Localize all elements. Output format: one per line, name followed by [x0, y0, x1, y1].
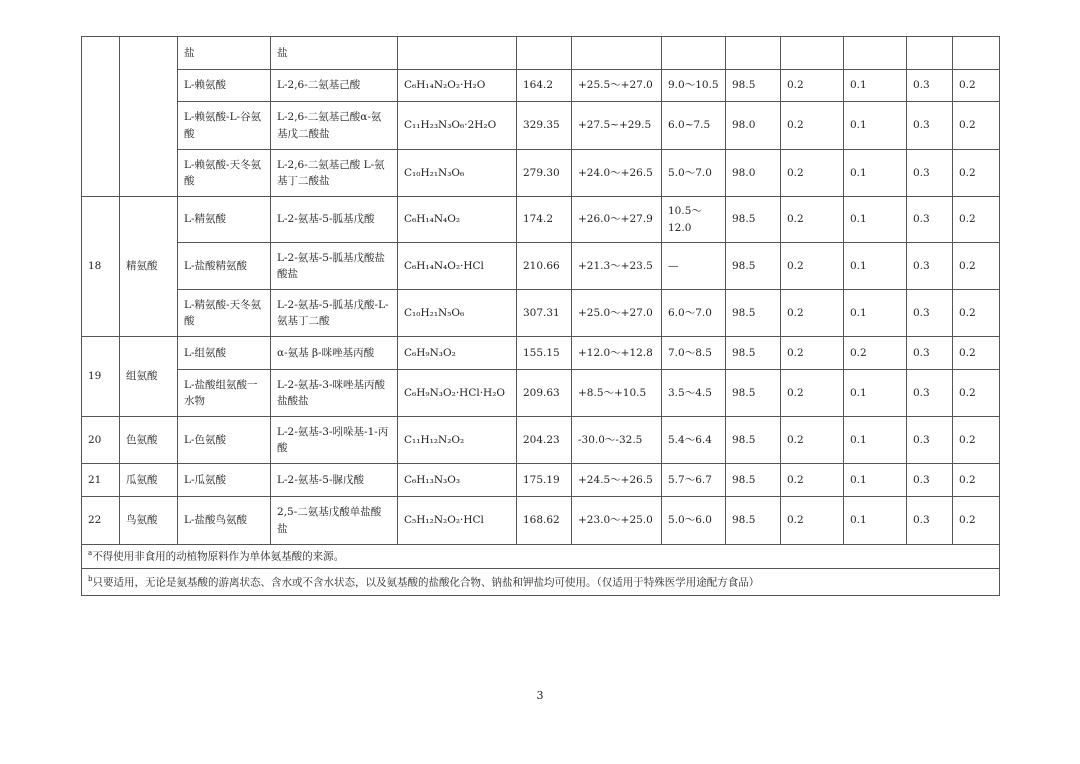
- content-cell: 98.5: [726, 417, 781, 464]
- compound-cell: L-赖氨酸-天冬氨酸: [178, 150, 271, 197]
- formula-cell: C₆H₉N₃O₂: [398, 337, 517, 370]
- compound-cell: L-精氨酸: [178, 197, 271, 243]
- footnote-row: [82, 545, 1000, 569]
- value-cell: 0.1: [844, 370, 907, 417]
- value-cell: 0.2: [953, 150, 1000, 197]
- rotation-cell: +27.5~+29.5: [572, 102, 662, 150]
- table-row: [82, 370, 1000, 417]
- value-cell: 0.2: [953, 290, 1000, 337]
- value-cell: 0.1: [844, 197, 907, 243]
- molecular-weight-cell: 329.35: [517, 102, 572, 150]
- footnote-a: [82, 545, 1000, 569]
- table-row: [82, 243, 1000, 290]
- amino-acid-cell: 鸟氨酸: [120, 497, 178, 545]
- compound-cell: L-盐酸鸟氨酸: [178, 497, 271, 545]
- rotation-cell: +8.5～+10.5: [572, 370, 662, 417]
- chemical-name-cell: L-2-氨基-5-胍基戊酸: [271, 197, 398, 243]
- value-cell: 0.1: [844, 150, 907, 197]
- ph-cell: 5.7～6.7: [662, 464, 726, 497]
- content-cell: [726, 37, 781, 70]
- value-cell: 0.2: [781, 497, 844, 545]
- value-cell: 0.2: [781, 464, 844, 497]
- compound-cell: L-瓜氨酸: [178, 464, 271, 497]
- value-cell: 0.1: [844, 464, 907, 497]
- value-cell: 0.2: [953, 102, 1000, 150]
- ph-cell: 10.5～12.0: [662, 197, 726, 243]
- table-row: [82, 464, 1000, 497]
- amino-acid-cell: 瓜氨酸: [120, 464, 178, 497]
- compound-cell: 盐: [178, 37, 271, 70]
- value-cell: [781, 37, 844, 70]
- chemical-name-cell: L-2-氨基-3-吲哚基-1-丙酸: [271, 417, 398, 464]
- footnote-b-marker: b: [88, 574, 93, 583]
- molecular-weight-cell: 307.31: [517, 290, 572, 337]
- amino-acid-cell: 色氨酸: [120, 417, 178, 464]
- ph-cell: 5.0～6.0: [662, 497, 726, 545]
- compound-cell: L-赖氨酸: [178, 70, 271, 102]
- molecular-weight-cell: [517, 37, 572, 70]
- ph-cell: —: [662, 243, 726, 290]
- value-cell: 0.2: [953, 464, 1000, 497]
- chemical-name-cell: L-2,6-二氨基己酸α-氨基戊二酸盐: [271, 102, 398, 150]
- chemical-name-cell: L-2-氨基-5-脲戊酸: [271, 464, 398, 497]
- compound-cell: L-盐酸组氨酸一水物: [178, 370, 271, 417]
- formula-cell: C₆H₁₃N₃O₃: [398, 464, 517, 497]
- seq-cell: 20: [82, 417, 120, 464]
- formula-cell: C₆H₁₄N₄O₂·HCl: [398, 243, 517, 290]
- value-cell: 0.2: [844, 337, 907, 370]
- value-cell: 0.3: [907, 150, 953, 197]
- compound-cell: L-盐酸精氨酸: [178, 243, 271, 290]
- value-cell: [953, 37, 1000, 70]
- compound-cell: L-赖氨酸-L-谷氨酸: [178, 102, 271, 150]
- rotation-cell: +25.5～+27.0: [572, 70, 662, 102]
- value-cell: 0.2: [781, 417, 844, 464]
- molecular-weight-cell: 279.30: [517, 150, 572, 197]
- value-cell: 0.2: [953, 497, 1000, 545]
- table-row: [82, 70, 1000, 102]
- seq-cell: 21: [82, 464, 120, 497]
- table-row: [82, 197, 1000, 243]
- footnote-b-text: 只要适用，无论是氨基酸的游离状态、含水或不含水状态，以及氨基酸的盐酸化合物、钠盐和钾盐均可使用。（仅适用于特殊医学用途配方食品）: [92, 576, 760, 589]
- footnote-a-marker: a: [88, 549, 93, 558]
- value-cell: 0.3: [907, 497, 953, 545]
- seq-cell: 19: [82, 337, 120, 417]
- formula-cell: [398, 37, 517, 70]
- value-cell: 0.1: [844, 497, 907, 545]
- value-cell: 0.3: [907, 102, 953, 150]
- value-cell: 0.3: [907, 197, 953, 243]
- ph-cell: 3.5～4.5: [662, 370, 726, 417]
- chemical-name-cell: α-氨基 β-咪唑基丙酸: [271, 337, 398, 370]
- chemical-name-cell: 2,5-二氨基戊酸单盐酸盐: [271, 497, 398, 545]
- value-cell: 0.2: [781, 70, 844, 102]
- value-cell: 0.2: [953, 370, 1000, 417]
- molecular-weight-cell: 210.66: [517, 243, 572, 290]
- content-cell: 98.5: [726, 290, 781, 337]
- formula-cell: C₁₀H₂₁N₅O₆: [398, 290, 517, 337]
- value-cell: 0.2: [953, 70, 1000, 102]
- content-cell: 98.0: [726, 102, 781, 150]
- value-cell: 0.2: [953, 337, 1000, 370]
- table-row: [82, 102, 1000, 150]
- ph-cell: 7.0～8.5: [662, 337, 726, 370]
- formula-cell: C₅H₁₂N₂O₂·HCl: [398, 497, 517, 545]
- value-cell: 0.1: [844, 417, 907, 464]
- formula-cell: C₁₁H₂₃N₃O₆·2H₂O: [398, 102, 517, 150]
- ph-cell: 5.0～7.0: [662, 150, 726, 197]
- molecular-weight-cell: 209.63: [517, 370, 572, 417]
- ph-cell: 6.0~7.5: [662, 102, 726, 150]
- molecular-weight-cell: 164.2: [517, 70, 572, 102]
- formula-cell: C₆H₁₄N₄O₂: [398, 197, 517, 243]
- rotation-cell: +24.0～+26.5: [572, 150, 662, 197]
- content-cell: 98.5: [726, 70, 781, 102]
- table-row: [82, 417, 1000, 464]
- value-cell: 0.2: [953, 417, 1000, 464]
- content-cell: 98.0: [726, 150, 781, 197]
- table-row: [82, 497, 1000, 545]
- table-row: [82, 290, 1000, 337]
- molecular-weight-cell: 175.19: [517, 464, 572, 497]
- value-cell: 0.3: [907, 417, 953, 464]
- rotation-cell: -30.0～-32.5: [572, 417, 662, 464]
- value-cell: 0.3: [907, 337, 953, 370]
- content-cell: 98.5: [726, 197, 781, 243]
- formula-cell: C₁₁H₁₂N₂O₂: [398, 417, 517, 464]
- value-cell: 0.3: [907, 464, 953, 497]
- value-cell: 0.3: [907, 290, 953, 337]
- molecular-weight-cell: 204.23: [517, 417, 572, 464]
- value-cell: [907, 37, 953, 70]
- chemical-name-cell: L-2-氨基-3-咪唑基丙酸盐酸盐: [271, 370, 398, 417]
- value-cell: 0.1: [844, 102, 907, 150]
- value-cell: 0.1: [844, 290, 907, 337]
- molecular-weight-cell: 168.62: [517, 497, 572, 545]
- rotation-cell: [572, 37, 662, 70]
- value-cell: 0.2: [781, 290, 844, 337]
- table-row: [82, 37, 1000, 70]
- value-cell: 0.2: [781, 197, 844, 243]
- footnote-b: [82, 569, 1000, 596]
- amino-acid-cell: 组氨酸: [120, 337, 178, 417]
- value-cell: 0.2: [953, 243, 1000, 290]
- rotation-cell: +23.0～+25.0: [572, 497, 662, 545]
- formula-cell: C₆H₁₄N₂O₂·H₂O: [398, 70, 517, 102]
- value-cell: [844, 37, 907, 70]
- amino-acid-cell: 精氨酸: [120, 197, 178, 337]
- amino-acid-table: [81, 36, 1000, 596]
- value-cell: 0.2: [781, 243, 844, 290]
- ph-cell: 5.4～6.4: [662, 417, 726, 464]
- table-row: [82, 150, 1000, 197]
- chemical-name-cell: L-2,6-二氨基己酸 L-氨基丁二酸盐: [271, 150, 398, 197]
- footnote-a-text: 不得使用非食用的动植物原料作为单体氨基酸的来源。: [92, 550, 345, 563]
- content-cell: 98.5: [726, 497, 781, 545]
- chemical-name-cell: L-2-氨基-5-胍基戊酸-L-氨基丁二酸: [271, 290, 398, 337]
- rotation-cell: +26.0～+27.9: [572, 197, 662, 243]
- seq-cell: 22: [82, 497, 120, 545]
- content-cell: 98.5: [726, 370, 781, 417]
- chemical-name-cell: L-2-氨基-5-胍基戊酸盐酸盐: [271, 243, 398, 290]
- compound-cell: L-组氨酸: [178, 337, 271, 370]
- seq-cell: [82, 37, 120, 197]
- value-cell: 0.3: [907, 70, 953, 102]
- ph-cell: 6.0～7.0: [662, 290, 726, 337]
- seq-cell: 18: [82, 197, 120, 337]
- amino-acid-cell: [120, 37, 178, 197]
- value-cell: 0.2: [781, 102, 844, 150]
- rotation-cell: +24.5～+26.5: [572, 464, 662, 497]
- ph-cell: 9.0～10.5: [662, 70, 726, 102]
- page-number: 3: [536, 689, 544, 702]
- content-cell: 98.5: [726, 243, 781, 290]
- value-cell: 0.2: [781, 337, 844, 370]
- content-cell: 98.5: [726, 464, 781, 497]
- rotation-cell: +12.0～+12.8: [572, 337, 662, 370]
- compound-cell: L-色氨酸: [178, 417, 271, 464]
- rotation-cell: +25.0～+27.0: [572, 290, 662, 337]
- molecular-weight-cell: 155.15: [517, 337, 572, 370]
- chemical-name-cell: 盐: [271, 37, 398, 70]
- value-cell: 0.3: [907, 370, 953, 417]
- value-cell: 0.2: [953, 197, 1000, 243]
- value-cell: 0.2: [781, 150, 844, 197]
- molecular-weight-cell: 174.2: [517, 197, 572, 243]
- footnote-row: [82, 569, 1000, 596]
- table-row: [82, 337, 1000, 370]
- formula-cell: C₆H₉N₃O₂·HCl·H₂O: [398, 370, 517, 417]
- rotation-cell: +21.3～+23.5: [572, 243, 662, 290]
- compound-cell: L-精氨酸-天冬氨酸: [178, 290, 271, 337]
- value-cell: 0.2: [781, 370, 844, 417]
- value-cell: 0.1: [844, 70, 907, 102]
- value-cell: 0.1: [844, 243, 907, 290]
- ph-cell: [662, 37, 726, 70]
- formula-cell: C₁₀H₂₁N₃O₆: [398, 150, 517, 197]
- value-cell: 0.3: [907, 243, 953, 290]
- chemical-name-cell: L-2,6-二氨基己酸: [271, 70, 398, 102]
- content-cell: 98.5: [726, 337, 781, 370]
